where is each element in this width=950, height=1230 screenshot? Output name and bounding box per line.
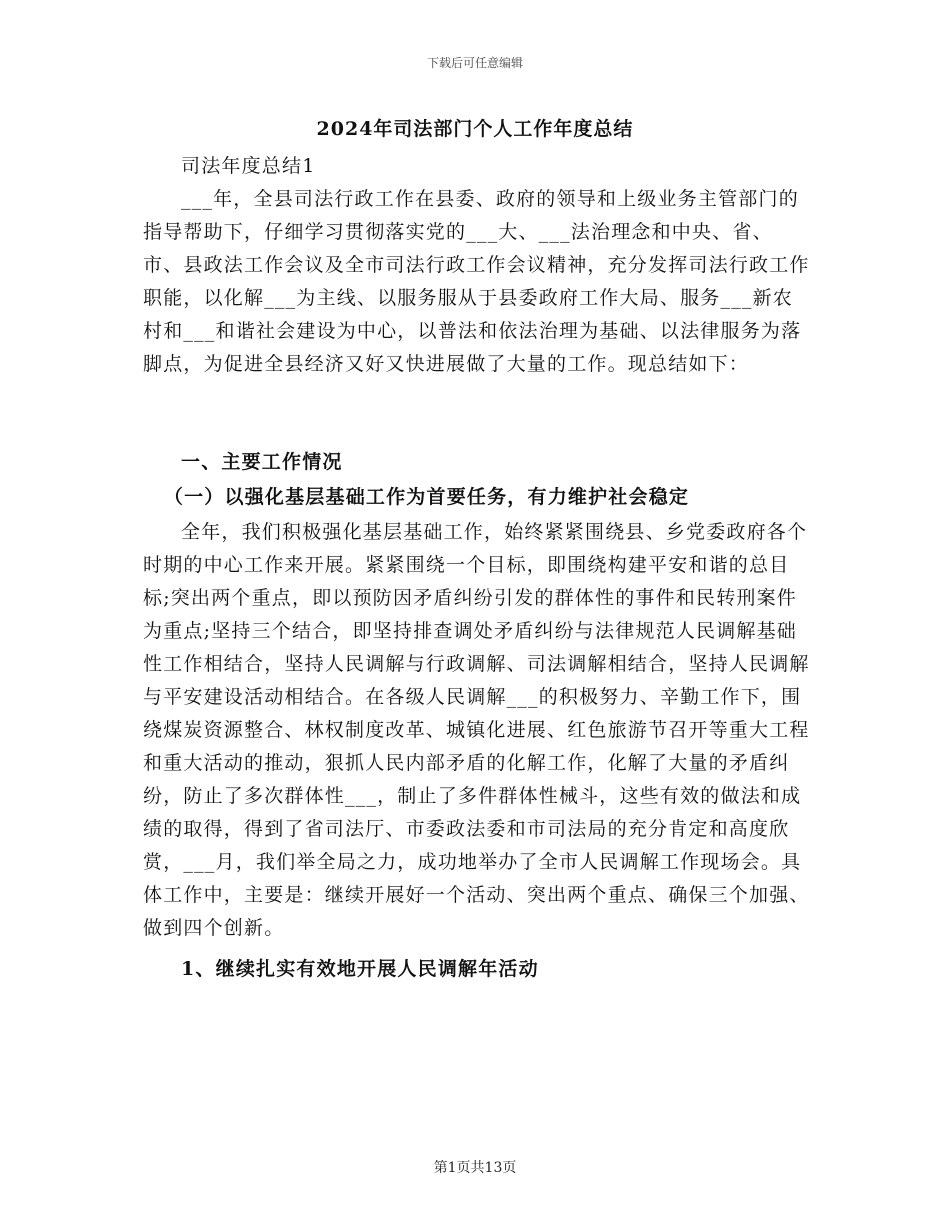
header-note: 下载后可任意编辑 bbox=[426, 56, 523, 70]
paragraph-grassroots: 全年，我们积极强化基层基础工作，始终紧紧围绕县、乡党委政府各个时期的中心工作来开展。紧紧围绕一个目标，即围绕构建平安和谐的总目标;突出两个重点，即以预防因矛盾纠纷引发的群体性的事件和民转刑案件为重点;坚持三个结合，即坚持排查调处矛盾纠纷与法律规范人民调解基础性工作相结合，坚持人民调解与行政调解、司法调解相结合，坚持人民调解与平安建设活动相结合。在各级人民调解___的积极努力、辛勤工作下，围绕煤炭资源整合、林权制度改革、城镇化进展、红色旅游节召开等重大工程和重大活动的推动，狠抓人民内部矛盾的化解工作，化解了大量的矛盾纠纷，防止了多次群体性___，制止了多件群体性械斗，这些有效的做法和成绩的取得，得到了省司法厅、市委政法委和市司法局的充分肯定和高度欣赏，___月，我们举全局之力，成功地举办了全市人民调解工作现场会。具体工作中，主要是：继续开展好一个活动、突出两个重点、确保三个加强、做到四个创新。 bbox=[143, 521, 810, 939]
paragraph-intro: ___年，全县司法行政工作在县委、政府的领导和上级业务主管部门的指导帮助下，仔细学习贯彻落实党的___大、___法治理念和中央、省、市、县政法工作会议及全市司法行政工作会议精神，充分发挥司法行政工作职能，以化解___为主线、以服务服从于县委政府工作大局、服务___新农村和___和谐社会建设为中心，以普法和依法治理为基础、以法律服务为落脚点，为促进全县经济又好又快进展做了大量的工作。现总结如下： bbox=[143, 188, 810, 375]
heading-main-work: 一、主要工作情况 bbox=[181, 451, 343, 473]
heading-subsection-1: （一）以强化基层基础工作为首要任务，有力维护社会稳定 bbox=[163, 486, 690, 508]
document-title: 2024年司法部门个人工作年度总结 bbox=[316, 118, 634, 140]
heading-item-1: 1、继续扎实有效地开展人民调解年活动 bbox=[181, 958, 539, 980]
section-label: 司法年度总结1 bbox=[181, 155, 316, 177]
document-body-section bbox=[143, 446, 813, 986]
document-body bbox=[143, 150, 813, 381]
page-footer: 第1页共13页 bbox=[433, 1160, 517, 1176]
